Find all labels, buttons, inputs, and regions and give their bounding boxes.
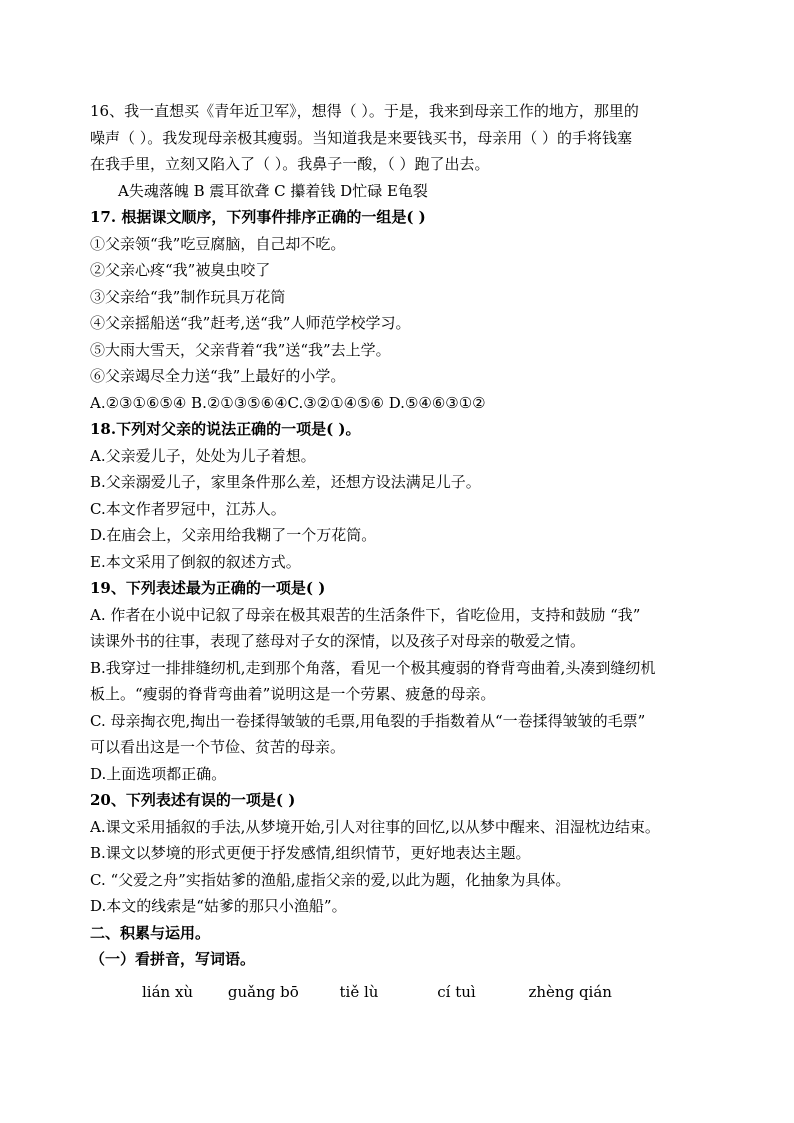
q19-line-7: D.上面选项都正确。 bbox=[90, 764, 227, 783]
q17-item-4: ④父亲摇船送“我”赶考,送“我”人师范学校学习。 bbox=[90, 314, 411, 332]
q17-item-2: ②父亲心疼“我”被臭虫咬了 bbox=[90, 261, 271, 279]
pinyin-row bbox=[90, 977, 710, 1007]
pinyin-word-3: tiě lù bbox=[339, 982, 379, 1001]
q17-options: A.②③①⑥⑤④ B.②①③⑤⑥④C.③②①④⑤⑥ D.⑤④⑥③①② bbox=[90, 393, 486, 412]
q20-option-c: C. “父爱之舟”实指姑爹的渔船,虚指父亲的爱,以此为题，化抽象为具体。 bbox=[90, 870, 571, 889]
q19-line-2: 读课外书的往事，表现了慈母对子女的深情，以及孩子对母亲的敬爱之情。 bbox=[90, 632, 586, 650]
q17-item-6: ⑥父亲竭尽全力送“我”上最好的小学。 bbox=[90, 367, 346, 385]
q17-item-3: ③父亲给“我”制作玩具万花筒 bbox=[90, 287, 286, 306]
section-2-title: 二、积累与运用。 bbox=[90, 923, 211, 942]
question-19 bbox=[90, 575, 710, 787]
question-16 bbox=[90, 98, 710, 204]
question-20 bbox=[90, 787, 710, 920]
pinyin-word-1: lián xù bbox=[142, 982, 194, 1001]
q19-line-5: C. 母亲掏衣兜,掏出一卷揉得皱皱的毛票,用龟裂的手指数着从“一卷揉得皱皱的毛票” bbox=[90, 711, 646, 730]
q19-line-3: B.我穿过一排排缝纫机,走到那个角落，看见一个极其瘦弱的脊背弯曲着,头凑到缝纫机 bbox=[90, 658, 656, 677]
q18-option-d: D.在庙会上，父亲用给我糊了一个万花筒。 bbox=[90, 526, 377, 544]
q19-line-4: 板上。“瘦弱的脊背弯曲着”说明这是一个劳累、疲惫的母亲。 bbox=[90, 685, 496, 703]
q18-option-a: A.父亲爱儿子，处处为儿子着想。 bbox=[90, 446, 316, 465]
q20-option-b: B.课文以梦境的形式更便于抒发感情,组织情节，更好地表达主题。 bbox=[90, 844, 531, 862]
pinyin-word-2: guǎng bō bbox=[227, 982, 299, 1001]
question-17 bbox=[90, 204, 710, 416]
q19-line-6: 可以看出这是一个节俭、贫苦的母亲。 bbox=[90, 738, 346, 756]
q18-option-b: B.父亲溺爱儿子，家里条件那么差，还想方设法满足儿子。 bbox=[90, 473, 481, 491]
q18-title: 18.下列对父亲的说法正确的一项是( )。 bbox=[90, 420, 361, 438]
q17-item-5: ⑤大雨大雪天，父亲背着“我”送“我”去上学。 bbox=[90, 340, 391, 359]
q17-item-1: ①父亲领“我”吃豆腐脑，自己却不吃。 bbox=[90, 234, 346, 253]
q18-option-c: C.本文作者罗冠中，江苏人。 bbox=[90, 499, 286, 518]
q16-line-2: 噪声（ ）。我发现母亲极其瘦弱。当知道我是来要钱买书，母亲用（ ）的手将钱塞 bbox=[90, 128, 633, 147]
section-2-subtitle: （一）看拼音，写词语。 bbox=[90, 950, 256, 968]
q16-options: A失魂落魄 B 震耳欲聋 C 攥着钱 D忙碌 E龟裂 bbox=[118, 181, 428, 200]
section-2 bbox=[90, 920, 710, 1007]
q20-option-a: A.课文采用插叙的手法,从梦境开始,引人对往事的回忆,以从梦中醒来、泪湿枕边结束。 bbox=[90, 817, 660, 836]
q17-title: 17. 根据课文顺序，下列事件排序正确的一组是( ) bbox=[90, 208, 426, 226]
q16-line-3: 在我手里，立刻又陷入了（ ）。我鼻子一酸，（ ）跑了出去。 bbox=[90, 155, 490, 173]
q16-line-1: 16、我一直想买《青年近卫军》，想得（ ）。于是，我来到母亲工作的地方，那里的 bbox=[90, 102, 639, 120]
worksheet-page bbox=[90, 98, 710, 1007]
question-18 bbox=[90, 416, 710, 575]
q19-title: 19、下列表述最为正确的一项是( ) bbox=[90, 579, 326, 597]
q20-option-d: D.本文的线索是“姑爹的那只小渔船”。 bbox=[90, 897, 347, 915]
pinyin-word-5: zhèng qián bbox=[528, 982, 612, 1001]
pinyin-word-4: cí tuì bbox=[437, 982, 476, 1001]
q19-line-1: A. 作者在小说中记叙了母亲在极其艰苦的生活条件下，省吃俭用，支持和鼓励 “我” bbox=[90, 605, 641, 624]
q18-option-e: E.本文采用了倒叙的叙述方式。 bbox=[90, 552, 301, 571]
q20-title: 20、下列表述有误的一项是( ) bbox=[90, 791, 296, 809]
